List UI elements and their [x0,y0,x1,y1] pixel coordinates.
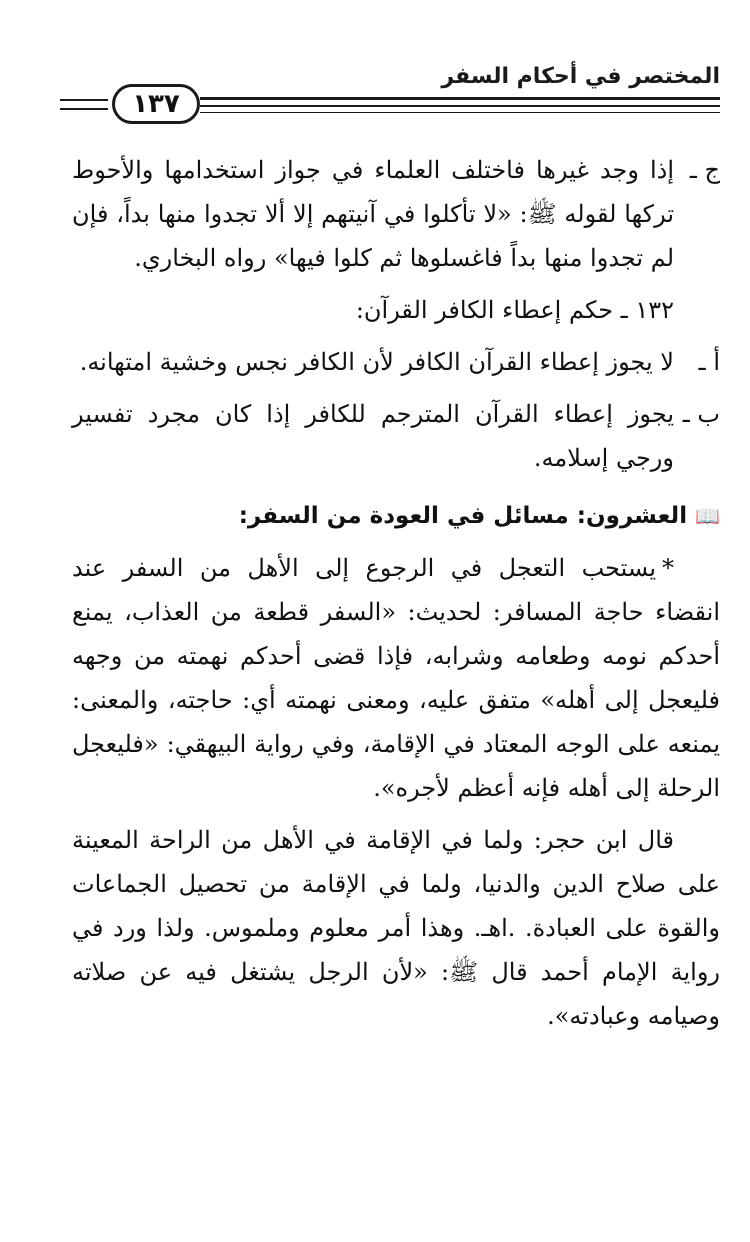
list-item-text: يجوز إعطاء القرآن المترجم للكافر إذا كان مجرد تفسير ورجي إسلامه. [72,400,674,472]
page-header [60,56,720,136]
list-item-text: لا يجوز إعطاء القرآن الكافر لأن الكافر نجس وخشية امتهانه. [79,348,674,376]
header-rule [200,112,720,113]
star-marker: * [662,554,674,582]
section-heading [72,494,720,538]
section-title: العشرون: مسائل في العودة من السفر: [238,503,688,529]
subheading: ١٣٢ ـ حكم إعطاء الكافر القرآن: [355,296,674,324]
list-item [72,340,720,384]
page-content [72,148,720,1046]
list-item [72,148,720,280]
book-icon: 📖 [695,504,720,528]
paragraph-text: يستحب التعجل في الرجوع إلى الأهل من السفر عند انقضاء حاجة المسافر: لحديث: «السفر قطعة من العذاب، يمنع أحدكم نومه وطعامه وشرابه، فإذا قضى أحدكم نهمته من وجهه فليعجل إلى أهله» متفق عليه، ومعنى نهمته أي: حاجته، والمعنى: يمنعه على الوجه المعتاد في الإقامة، وفي رواية البيهقي: «فليعجل الرحلة إلى أهله فإنه أعظم لأجره». [72,554,720,802]
header-rule-left [60,108,108,110]
paragraph [72,818,720,1038]
list-marker: ب ـ [682,400,720,428]
paragraph-text: قال ابن حجر: ولما في الإقامة في الأهل من الراحة المعينة على صلاح الدين والدنيا، ولما في الإقامة من تحصيل الجماعات والقوة على العبادة. .اهـ. وهذا أمر معلوم وملموس. ولذا ورد في رواية الإمام أحمد قال ﷺ: «لأن الرجل يشتغل فيه عن صلاته وصيامه وعبادته». [72,826,720,1030]
paragraph [72,546,720,810]
list-item [72,392,720,480]
header-rule-left [60,99,108,101]
page-number: ١٣٧ [112,84,200,124]
header-rule [200,105,720,107]
list-item-text: إذا وجد غيرها فاختلف العلماء في جواز استخدامها والأحوط تركها لقوله ﷺ: «لا تأكلوا في آنيتهم إلا ألا تجدوا منها بداً، فإن لم تجدوا منها بداً فاغسلوها ثم كلوا فيها» رواه البخاري. [72,156,674,272]
list-marker: أ ـ [698,348,720,376]
header-rule [200,97,720,100]
list-marker: ج ـ [689,156,720,184]
running-title: المختصر في أحكام السفر [441,64,720,89]
